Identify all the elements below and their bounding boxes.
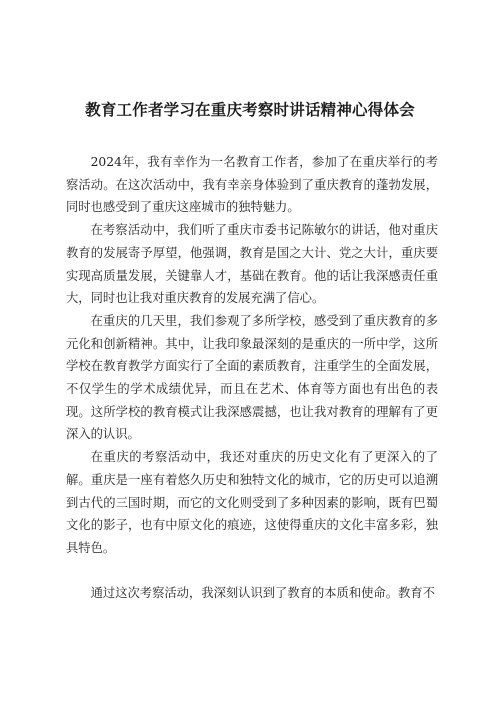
paragraph: 2024年，我有幸作为一名教育工作者，参加了在重庆举行的考察活动。在这次活动中，我有幸亲身体验到了重庆教育的蓬勃发展，同时也感受到了重庆这座城市的独特魅力。 bbox=[66, 155, 438, 215]
document-body bbox=[66, 151, 438, 604]
paragraph: 在重庆的考察活动中，我还对重庆的历史文化有了更深入的了解。重庆是一座有着悠久历史和独特文化的城市，它的历史可以追溯到古代的三国时期，而它的文化则受到了多种因素的影响，既有巴蜀文化的影子，也有中原文化的痕迹，这使得重庆的文化丰富多彩，独具特色。 bbox=[66, 450, 438, 555]
paragraph: 通过这次考察活动，我深刻认识到了教育的本质和使命。教育不 bbox=[90, 585, 435, 600]
paragraph: 在考察活动中，我们听了重庆市委书记陈敏尔的讲话，他对重庆教育的发展寄予厚望，他强调，教育是国之大计、党之大计，重庆要实现高质量发展，关键靠人才，基础在教育。他的话让我深感责任重大，同时也让我对重庆教育的发展充满了信心。 bbox=[66, 223, 438, 306]
paragraph: 在重庆的几天里，我们参观了多所学校，感受到了重庆教育的多元化和创新精神。其中，让我印象最深刻的是重庆的一所中学，这所学校在教育教学方面实行了全面的素质教育，注重学生的全面发展，不仅学生的学术成绩优异，而且在艺术、体育等方面也有出色的表现。这所学校的教育模式让我深感震撼，也让我对教育的理解有了更深入的认识。 bbox=[66, 313, 438, 442]
document-title: 教育工作者学习在重庆考察时讲话精神心得体会 bbox=[85, 101, 415, 119]
